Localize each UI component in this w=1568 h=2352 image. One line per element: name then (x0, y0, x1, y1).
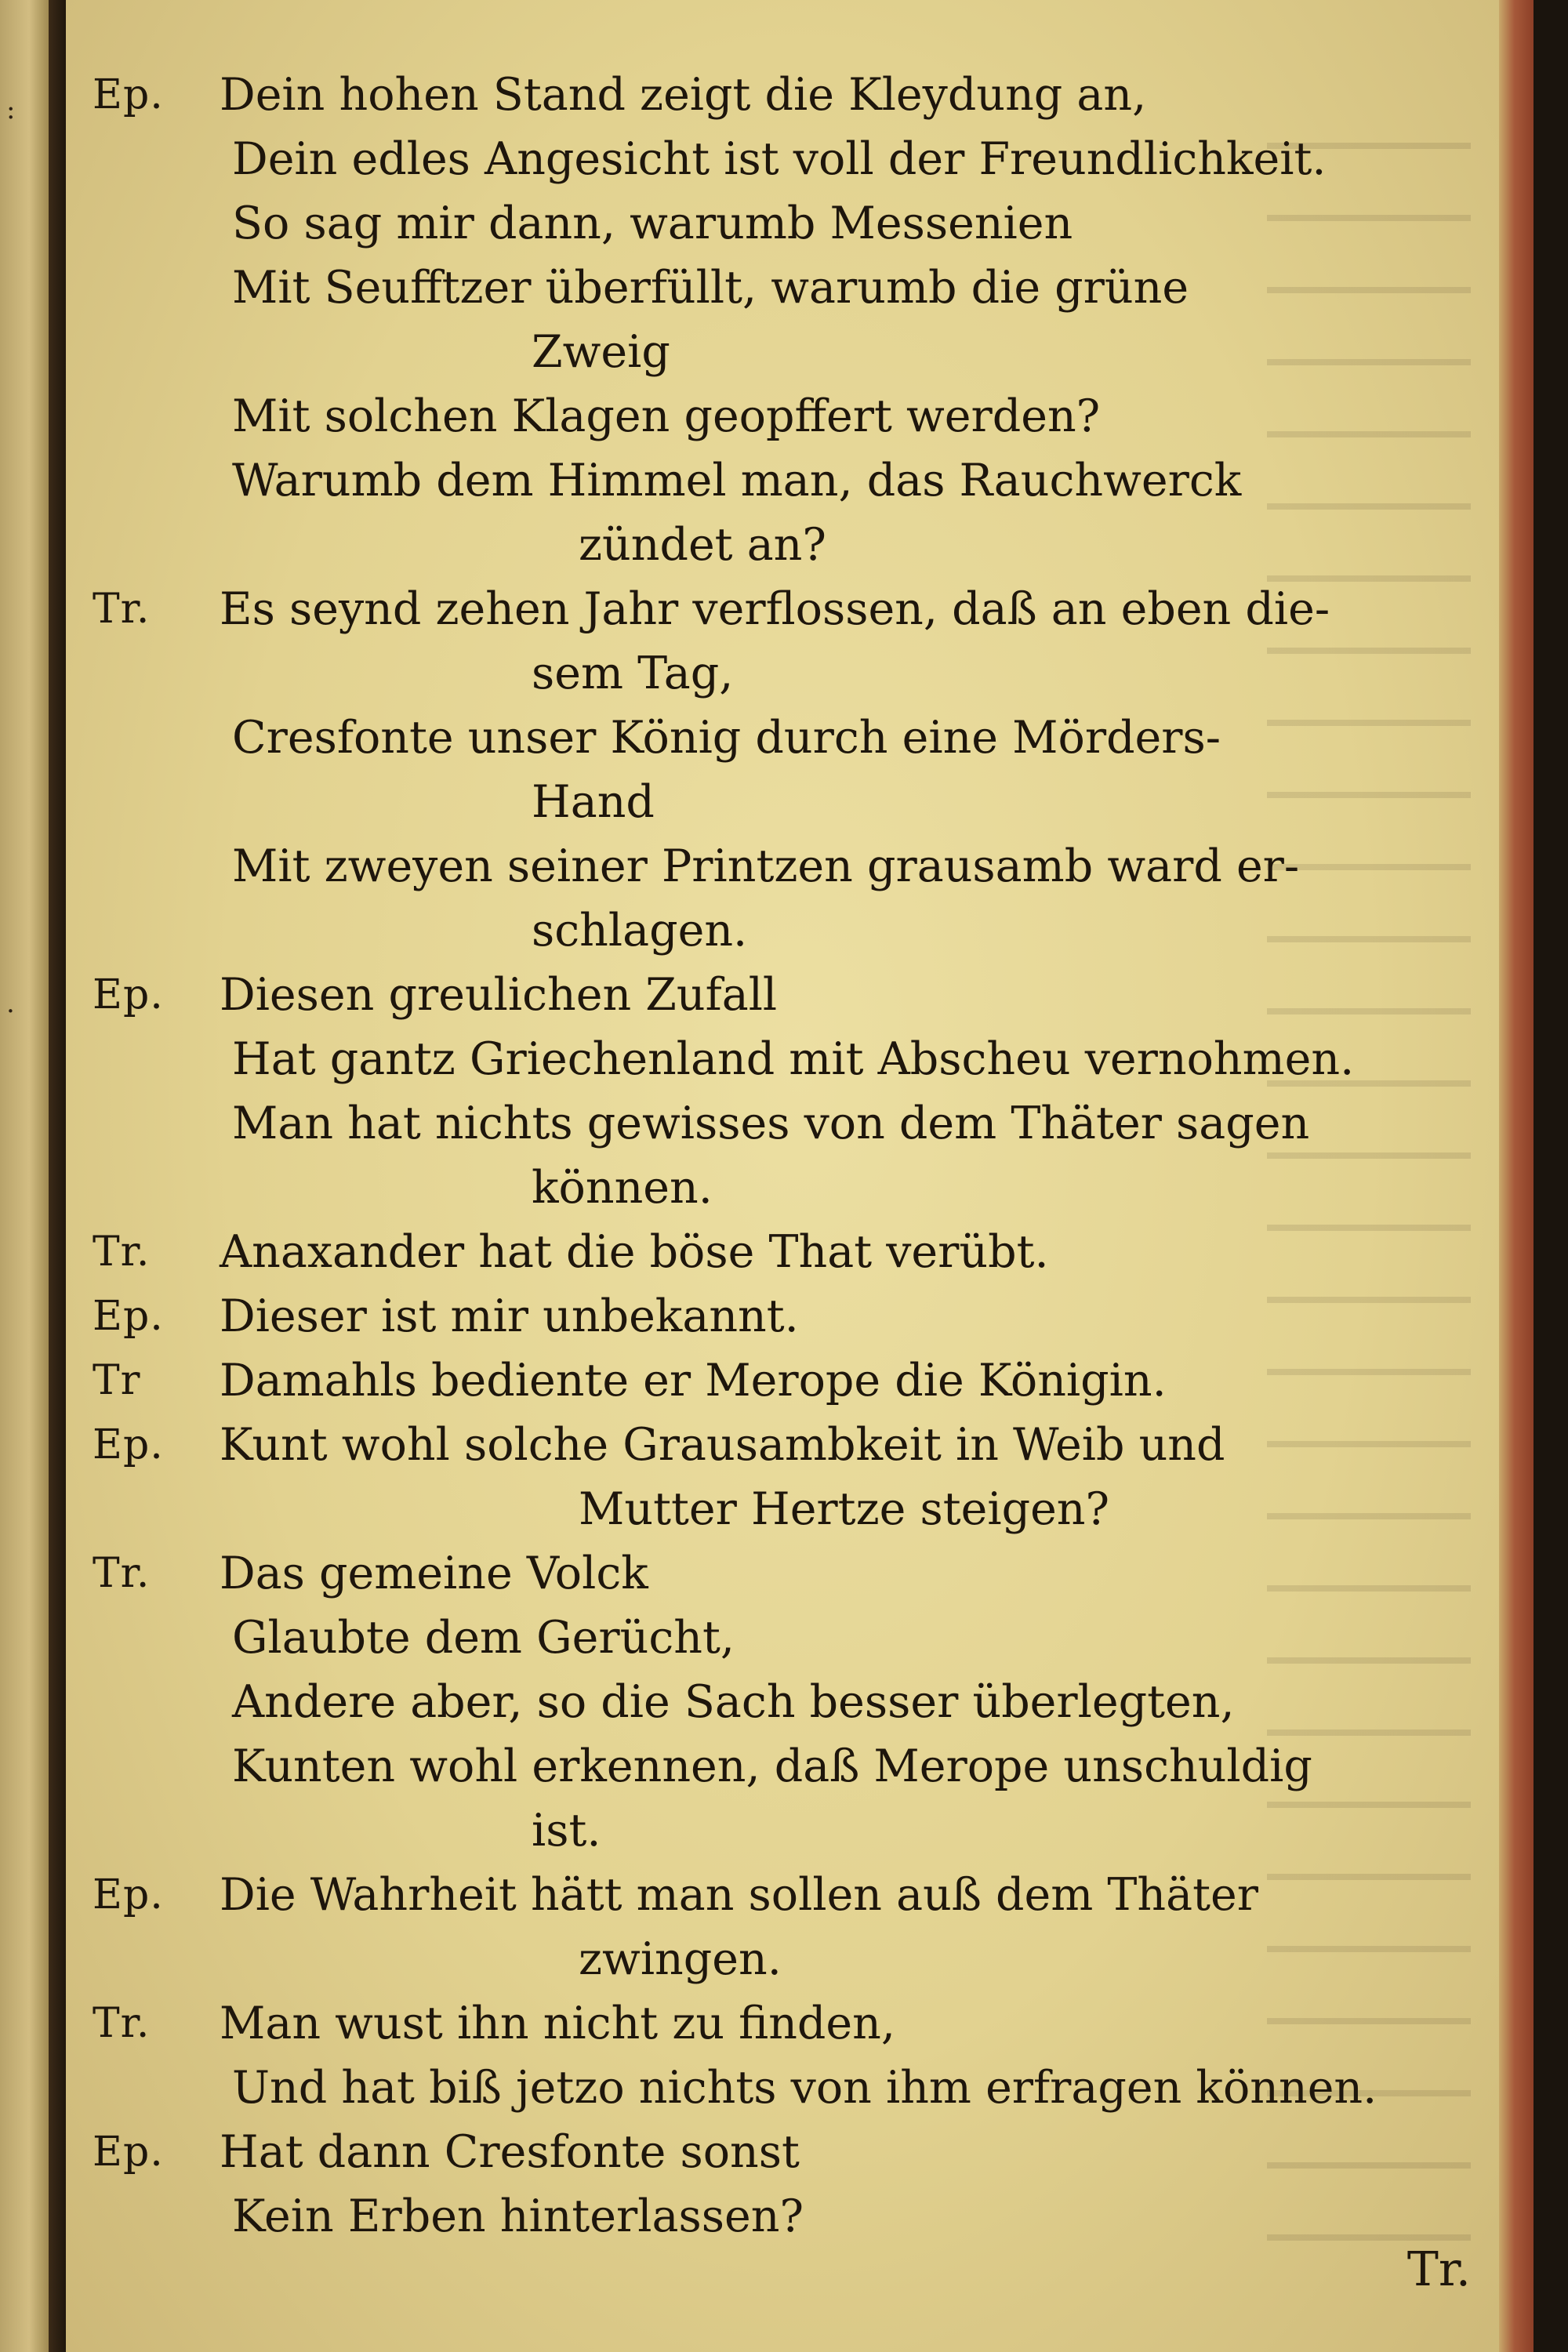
dialogue-line (93, 641, 1496, 706)
previous-page-mark: . (6, 988, 15, 1019)
play-dialogue (93, 63, 1496, 2249)
red-page-edge (1499, 0, 1534, 2352)
speaker-label: Ep. (93, 2129, 164, 2176)
dialogue-line (93, 1220, 1496, 1284)
line-text: Dein edles Angesicht ist voll der Freundlichkeit. (232, 133, 1327, 185)
line-text: Mit zweyen seiner Printzen grausamb ward er- (232, 840, 1300, 892)
line-text: Kunten wohl erkennen, daß Merope unschuldig (232, 1740, 1312, 1792)
dialogue-line (93, 1670, 1496, 1734)
book-page (66, 0, 1534, 2352)
speaker-label: Ep. (93, 71, 164, 118)
line-text: können. (532, 1162, 713, 1214)
line-text: Kein Erben hinterlassen? (232, 2190, 804, 2242)
dialogue-line (93, 770, 1496, 834)
dialogue-line (93, 1991, 1496, 2056)
line-text: sem Tag, (532, 648, 734, 699)
line-text: Dein hohen Stand zeigt die Kleydung an, (220, 69, 1147, 121)
dialogue-line (93, 2056, 1496, 2120)
dialogue-line (93, 1091, 1496, 1156)
dialogue-line (93, 1541, 1496, 1606)
book-gutter (49, 0, 66, 2352)
dialogue-line (93, 1156, 1496, 1220)
line-text: Andere aber, so die Sach besser überlegten, (232, 1676, 1235, 1728)
speaker-label: Ep. (93, 1871, 164, 1918)
dialogue-line (93, 2120, 1496, 2184)
dialogue-line (93, 1477, 1496, 1541)
line-text: Es seynd zehen Jahr verflossen, daß an eben die- (220, 583, 1330, 635)
dialogue-line (93, 1027, 1496, 1091)
dialogue-line (93, 63, 1496, 127)
line-text: Die Wahrheit hätt man sollen auß dem Thäter (220, 1869, 1258, 1921)
line-text: Und hat biß jetzo nichts von ihm erfragen können. (232, 2062, 1377, 2114)
speaker-label: Ep. (93, 971, 164, 1018)
line-text: Man wust ihn nicht zu finden, (220, 1998, 895, 2049)
line-text: Zweig (532, 326, 670, 378)
dialogue-line (93, 1606, 1496, 1670)
line-text: Dieser ist mir unbekannt. (220, 1290, 799, 1342)
dialogue-line (93, 1413, 1496, 1477)
line-text: Hat dann Cresfonte sonst (220, 2126, 800, 2178)
line-text: Diesen greulichen Zufall (220, 969, 778, 1021)
line-text: ist. (532, 1805, 601, 1857)
dialogue-line (93, 256, 1496, 320)
dialogue-line (93, 320, 1496, 384)
speaker-label: Tr. (93, 586, 151, 633)
dialogue-line (93, 448, 1496, 513)
dialogue-line (93, 127, 1496, 191)
line-text: Anaxander hat die böse That verübt. (220, 1226, 1049, 1278)
dialogue-line (93, 1348, 1496, 1413)
dialogue-line (93, 706, 1496, 770)
dialogue-line (93, 1927, 1496, 1991)
dialogue-line (93, 384, 1496, 448)
previous-page-mark: : (6, 94, 16, 125)
dialogue-line (93, 577, 1496, 641)
line-text: Mit solchen Klagen geopffert werden? (232, 390, 1101, 442)
line-text: Damahls bediente er Merope die Königin. (220, 1355, 1167, 1406)
dialogue-line (93, 513, 1496, 577)
speaker-label: Tr (93, 1357, 141, 1404)
line-text: schlagen. (532, 905, 748, 956)
dialogue-line (93, 191, 1496, 256)
speaker-label: Ep. (93, 1421, 164, 1468)
speaker-label: Tr. (93, 2000, 151, 2047)
line-text: zwingen. (579, 1933, 782, 1985)
line-text: Cresfonte unser König durch eine Mörders- (232, 712, 1221, 764)
line-text: Mit Seufftzer überfüllt, warumb die grüne (232, 262, 1189, 314)
line-text: Das gemeine Volck (220, 1548, 648, 1599)
line-text: Warumb dem Himmel man, das Rauchwerck (232, 455, 1242, 506)
catchword: Tr. (1406, 2242, 1471, 2297)
speaker-label: Ep. (93, 1293, 164, 1340)
line-text: Mutter Hertze steigen? (579, 1483, 1110, 1535)
line-text: Glaubte dem Gerücht, (232, 1612, 735, 1664)
dialogue-line (93, 1798, 1496, 1863)
dialogue-line (93, 1863, 1496, 1927)
line-text: Hand (532, 776, 655, 828)
dialogue-line (93, 2184, 1496, 2249)
speaker-label: Tr. (93, 1550, 151, 1597)
speaker-label: Tr. (93, 1229, 151, 1276)
line-text: Man hat nichts gewisses von dem Thäter sagen (232, 1098, 1310, 1149)
line-text: Hat gantz Griechenland mit Abscheu vernohmen. (232, 1033, 1355, 1085)
line-text: So sag mir dann, warumb Messenien (232, 198, 1073, 249)
previous-page-edge (0, 0, 49, 2352)
line-text: Kunt wohl solche Grausambkeit in Weib und (220, 1419, 1225, 1471)
line-text: zündet an? (579, 519, 826, 571)
dialogue-line (93, 1284, 1496, 1348)
dialogue-line (93, 898, 1496, 963)
dialogue-line (93, 834, 1496, 898)
dialogue-line (93, 1734, 1496, 1798)
dialogue-line (93, 963, 1496, 1027)
